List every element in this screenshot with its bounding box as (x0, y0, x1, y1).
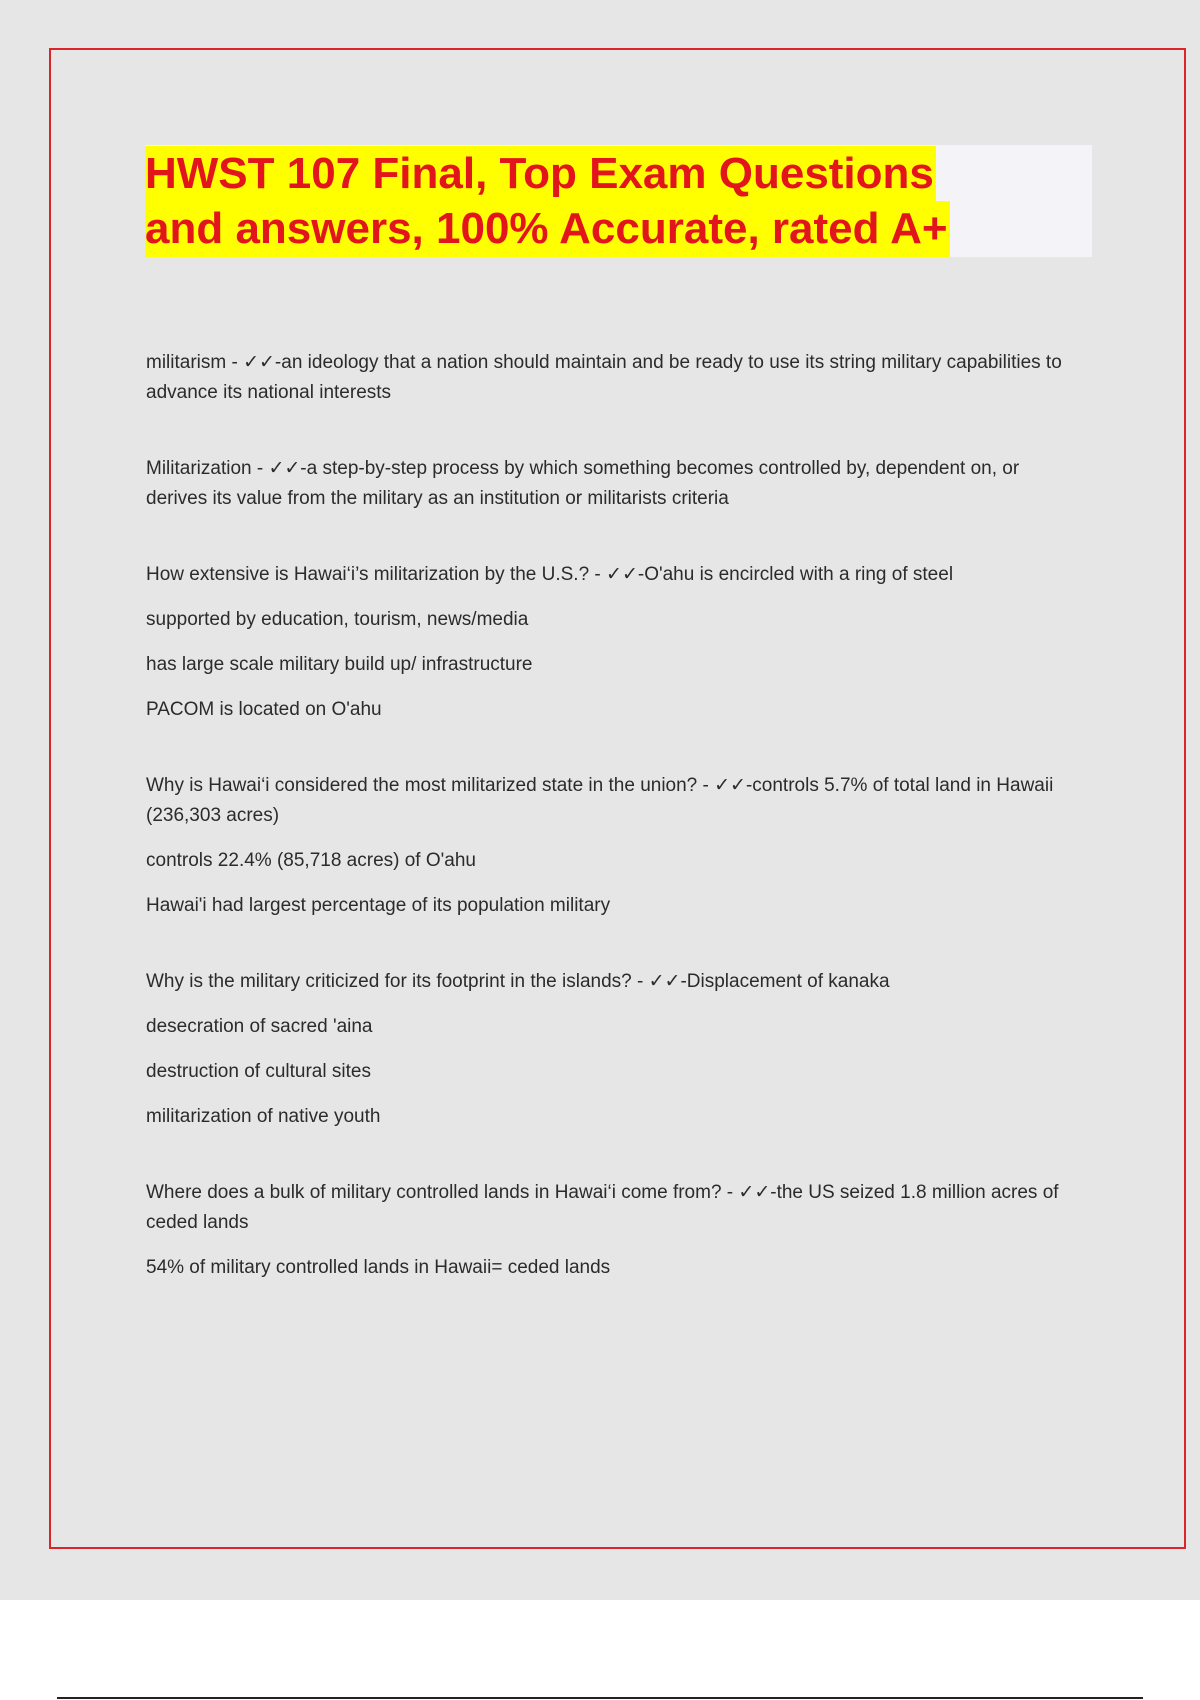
qa-text: Why is the military criticized for its footprint in the islands? - ✓✓-Displacement of kanaka (146, 971, 890, 992)
qa-text: How extensive is Hawai‘i’s militarization by the U.S.? - ✓✓-O'ahu is encircled with a ring of steel (146, 564, 954, 585)
qa-list (146, 348, 1076, 1329)
qa-text: militarization of native youth (146, 1106, 381, 1127)
qa-text: PACOM is located on O'ahu (146, 699, 382, 720)
qa-item-ceded-lands (146, 1178, 1076, 1283)
document-title-line-2: and answers, 100% Accurate, rated A+ (145, 201, 950, 257)
qa-text: desecration of sacred 'aina (146, 1016, 373, 1037)
qa-text: militarism - ✓✓-an ideology that a nation should maintain and be ready to use its string military capabilities to advance its national interests (146, 352, 1062, 403)
qa-item-militarization (146, 454, 1076, 514)
qa-text: supported by education, tourism, news/media (146, 609, 529, 630)
qa-text: Where does a bulk of military controlled lands in Hawai‘i come from? - ✓✓-the US seized 1.8 million acres of ceded lands (146, 1182, 1059, 1233)
document-title-line-1: HWST 107 Final, Top Exam Questions (145, 146, 936, 202)
qa-text: Militarization - ✓✓-a step-by-step process by which something becomes controlled by, dependent on, or derives its value from the military as an institution or militarists criteria (146, 458, 1020, 509)
qa-text: controls 22.4% (85,718 acres) of O'ahu (146, 850, 476, 871)
qa-item-criticism (146, 967, 1076, 1132)
qa-item-militarism (146, 348, 1076, 408)
qa-text: 54% of military controlled lands in Hawaii= ceded lands (146, 1257, 611, 1278)
qa-text: Why is Hawai‘i considered the most militarized state in the union? - ✓✓-controls 5.7% of total land in Hawaii (236,303 acres) (146, 775, 1054, 826)
qa-item-extent (146, 560, 1076, 725)
qa-text: Hawai'i had largest percentage of its population military (146, 895, 611, 916)
bottom-divider (57, 1697, 1143, 1699)
qa-item-most-militarized (146, 771, 1076, 921)
qa-text: destruction of cultural sites (146, 1061, 371, 1082)
qa-text: has large scale military build up/ infrastructure (146, 654, 533, 675)
